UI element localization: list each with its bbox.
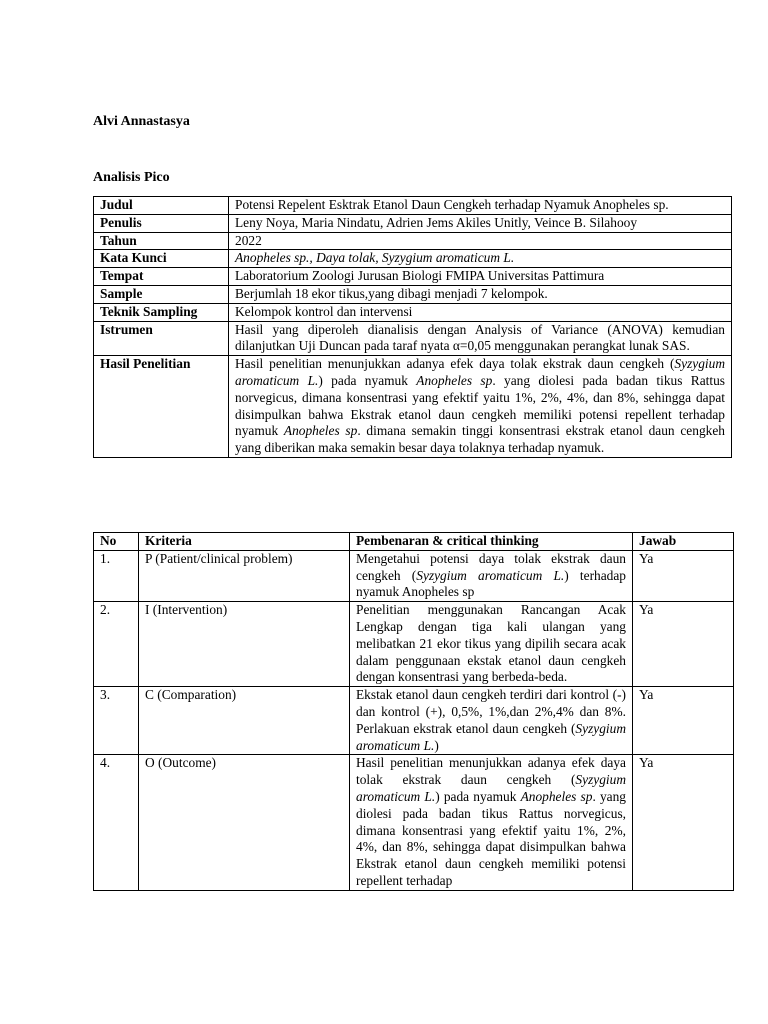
pembenaran-italic: Anopheles sp [520,788,593,804]
table-row [94,687,734,755]
penulis-value: Leny Noya, Maria Nindatu, Adrien Jems Akiles Unitly, Veince B. Silahooy [229,214,732,232]
col-header-jawab: Jawab [633,533,734,551]
table-row [94,268,732,286]
pembenaran-text: ) [434,737,439,753]
pembenaran-italic: Syzygium aromaticum L. [356,772,626,804]
header-row [94,533,734,551]
hasil-italic: Syzygium aromaticum L. [235,356,725,388]
table-row [94,232,732,250]
kata-kunci-value [229,250,732,268]
judul-label: Judul [94,197,229,215]
hasil-text: ) pada nyamuk [318,372,417,388]
pembenaran-text: . yang diolesi pada badan tikus Rattus norvegicus, dimana konsentrasi yang efektif yaitu 1%, 2%, 4%, dan 8%, sehingga dapat disimpulkan bahwa Ekstrak etanol daun cengkeh memiliki potensi repellent terhadap [356,788,626,888]
row-kriteria: I (Intervention) [139,602,350,687]
row-jawab: Ya [633,755,734,890]
row-pembenaran [350,755,633,890]
row-jawab: Ya [633,602,734,687]
pembenaran-text: Ekstak etanol daun cengkeh terdiri dari kontrol (-) dan kontrol (+), 0,5%, 1%,dan 2%,4% dan 8%. Perlakuan ekstrak etanol daun cengkeh ( [356,687,626,736]
table-row [94,602,734,687]
hasil-penelitian-value [229,356,732,458]
hasil-italic: Anopheles sp [416,372,493,388]
table-row [94,285,732,303]
row-no: 3. [94,687,139,755]
hasil-text: Hasil penelitian menunjukkan adanya efek daya tolak ekstrak daun cengkeh ( [235,356,675,372]
row-jawab: Ya [633,687,734,755]
table-row [94,303,732,321]
pembenaran-text: ) terhadap nyamuk Anopheles sp [356,567,626,600]
istrumen-label: Istrumen [94,321,229,356]
teknik-sampling-label: Teknik Sampling [94,303,229,321]
pembenaran-text: ) pada nyamuk [435,788,521,804]
istrumen-value: Hasil yang diperoleh dianalisis dengan Analysis of Variance (ANOVA) kemudian dilanjutkan Uji Duncan pada taraf nyata α=0,05 menggunakan perangkat lunak SAS. [229,321,732,356]
kata-kunci-label: Kata Kunci [94,250,229,268]
table-row [94,550,734,601]
hasil-text: . dimana semakin tinggi konsentrasi ekstrak etanol daun cengkeh yang diberikan maka semakin besar daya tolaknya terhadap nyamuk. [235,423,725,456]
pico-table [93,196,732,458]
pembenaran-italic: Syzygium aromaticum L. [356,720,626,753]
pembenaran-text: Hasil penelitian menunjukkan adanya efek daya tolak ekstrak daun cengkeh ( [356,755,626,788]
judul-value: Potensi Repelent Esktrak Etanol Daun Cengkeh terhadap Nyamuk Anopheles sp. [229,197,732,215]
row-pembenaran [350,687,633,755]
tempat-label: Tempat [94,268,229,286]
table-row [94,755,734,890]
row-no: 2. [94,602,139,687]
row-kriteria: O (Outcome) [139,755,350,890]
col-header-pembenaran: Pembenaran & critical thinking [350,533,633,551]
pembenaran-text: Mengetahui potensi daya tolak ekstrak daun cengkeh ( [356,550,626,583]
row-no: 4. [94,755,139,890]
row-kriteria: C (Comparation) [139,687,350,755]
table-row [94,214,732,232]
hasil-text: . yang diolesi pada badan tikus Rattus norvegicus, dimana konsentrasi yang efektif yaitu 1%, 2%, 4%, dan 8%, sehingga dapat disimpulkan bahwa Ekstrak etanol daun cengkeh memiliki potensi repellent terhadap nyamuk [235,372,725,439]
teknik-sampling-value: Kelompok kontrol dan intervensi [229,303,732,321]
hasil-penelitian-label: Hasil Penelitian [94,356,229,458]
tahun-label: Tahun [94,232,229,250]
table-row [94,250,732,268]
row-pembenaran [350,550,633,601]
row-no: 1. [94,550,139,601]
table-row [94,356,732,458]
col-header-no: No [94,533,139,551]
row-pembenaran [350,602,633,687]
section-title: Analisis Pico [93,170,170,185]
tahun-value: 2022 [229,232,732,250]
col-header-kriteria: Kriteria [139,533,350,551]
author-name: Alvi Annastasya [93,114,190,129]
hasil-italic: Anopheles sp [283,423,358,439]
row-jawab: Ya [633,550,734,601]
criteria-table [93,532,734,891]
sample-value: Berjumlah 18 ekor tikus,yang dibagi menjadi 7 kelompok. [229,285,732,303]
pembenaran-text: Penelitian menggunakan Rancangan Acak Lengkap dengan tiga kali ulangan yang melibatkan 21 ekor tikus yang dipilih secara acak dalam penggunaan ekstak etanol daun cengkeh dengan konsentrasi yang berbeda-beda. [356,602,626,685]
penulis-label: Penulis [94,214,229,232]
pembenaran-italic: Syzygium aromaticum L. [416,567,565,583]
table-row [94,321,732,356]
row-kriteria: P (Patient/clinical problem) [139,550,350,601]
tempat-value: Laboratorium Zoologi Jurusan Biologi FMIPA Universitas Pattimura [229,268,732,286]
kata-kunci-text: Anopheles sp., Daya tolak, Syzygium aromaticum L. [235,250,515,266]
table-row [94,197,732,215]
sample-label: Sample [94,285,229,303]
